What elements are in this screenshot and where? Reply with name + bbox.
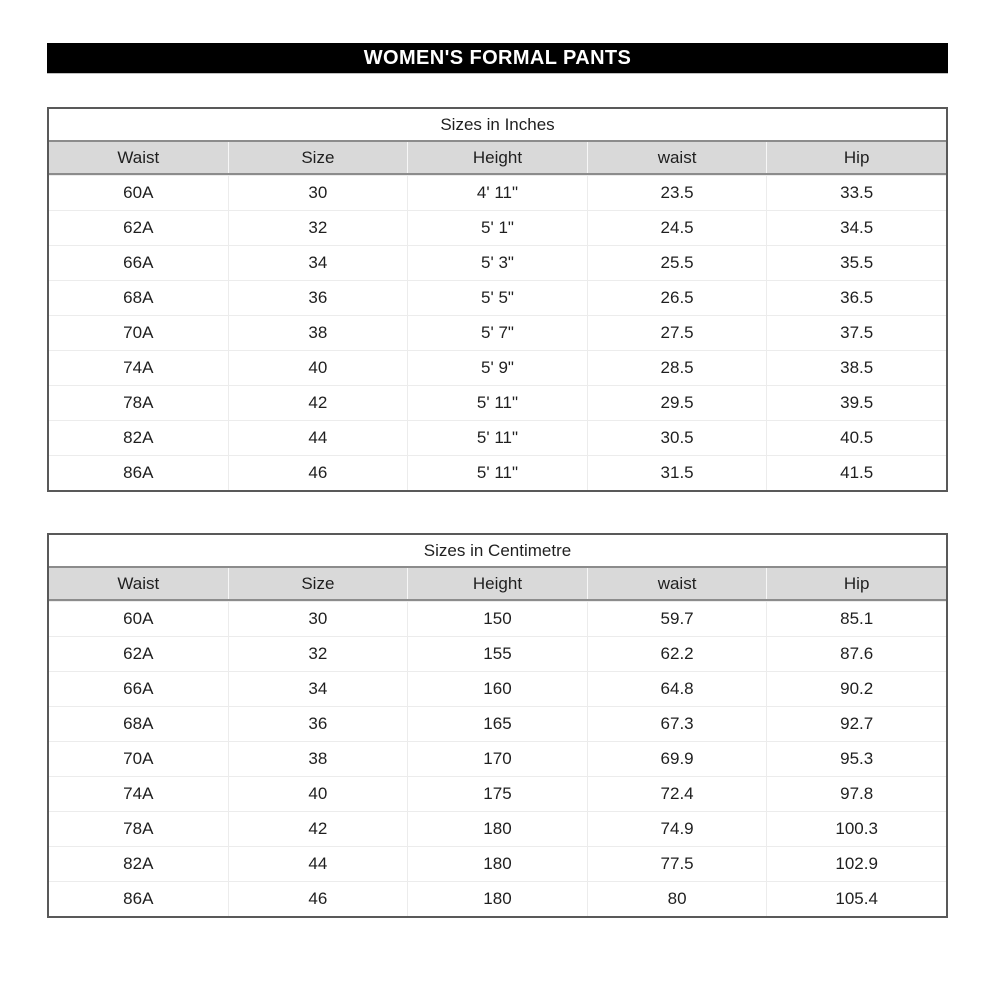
cell: 66A (123, 253, 154, 272)
table-row (49, 881, 946, 916)
cell: 105.4 (766, 882, 946, 916)
cell: 97.8 (766, 777, 946, 811)
table-sizes-in-inches (47, 107, 948, 492)
table-row (49, 315, 946, 350)
cell: 34 (228, 672, 408, 706)
cell: 64.8 (587, 672, 767, 706)
cell: 60A (123, 609, 154, 628)
cell: 27.5 (587, 316, 767, 350)
cell: 78A (123, 819, 154, 838)
column-header: Waist (117, 573, 160, 593)
cell: 32 (228, 211, 408, 245)
table-row (49, 420, 946, 455)
cell: 60A (123, 183, 154, 202)
cell: 74A (123, 784, 154, 803)
cell: 46 (228, 882, 408, 916)
cell: 30 (228, 176, 408, 210)
column-header: waist (587, 142, 767, 173)
cell: 5' 1" (407, 211, 587, 245)
table-row (49, 811, 946, 846)
table-row (49, 846, 946, 881)
column-header: Waist (117, 147, 160, 167)
cell: 175 (407, 777, 587, 811)
table-caption: Sizes in Centimetre (49, 535, 946, 568)
cell: 40 (228, 777, 408, 811)
column-header: Size (228, 568, 408, 599)
table-row (49, 175, 946, 210)
cell: 74.9 (587, 812, 767, 846)
table-caption: Sizes in Inches (49, 109, 946, 142)
cell: 25.5 (587, 246, 767, 280)
cell: 155 (407, 637, 587, 671)
table-row (49, 671, 946, 706)
cell: 5' 9" (407, 351, 587, 385)
cell: 68A (123, 288, 154, 307)
cell: 46 (228, 456, 408, 490)
cell: 70A (123, 323, 154, 342)
table-row (49, 636, 946, 671)
cell: 23.5 (587, 176, 767, 210)
cell: 38.5 (766, 351, 946, 385)
cell: 92.7 (766, 707, 946, 741)
cell: 68A (123, 714, 154, 733)
cell: 90.2 (766, 672, 946, 706)
column-header: Hip (766, 142, 946, 173)
cell: 4' 11" (407, 176, 587, 210)
cell: 36.5 (766, 281, 946, 315)
table-row (49, 245, 946, 280)
cell: 150 (407, 602, 587, 636)
table-row (49, 706, 946, 741)
cell: 24.5 (587, 211, 767, 245)
cell: 5' 5" (407, 281, 587, 315)
cell: 86A (123, 463, 154, 482)
cell: 42 (228, 386, 408, 420)
table-row (49, 385, 946, 420)
cell: 5' 3" (407, 246, 587, 280)
cell: 30.5 (587, 421, 767, 455)
cell: 72.4 (587, 777, 767, 811)
header-row (49, 142, 946, 175)
cell: 34.5 (766, 211, 946, 245)
cell: 70A (123, 749, 154, 768)
cell: 62.2 (587, 637, 767, 671)
column-header: waist (587, 568, 767, 599)
cell: 5' 11" (407, 421, 587, 455)
cell: 69.9 (587, 742, 767, 776)
cell: 100.3 (766, 812, 946, 846)
column-header: Hip (766, 568, 946, 599)
cell: 78A (123, 393, 154, 412)
cell: 82A (123, 428, 154, 447)
cell: 41.5 (766, 456, 946, 490)
cell: 40 (228, 351, 408, 385)
cell: 102.9 (766, 847, 946, 881)
cell: 36 (228, 281, 408, 315)
cell: 38 (228, 742, 408, 776)
cell: 77.5 (587, 847, 767, 881)
cell: 44 (228, 847, 408, 881)
cell: 30 (228, 602, 408, 636)
table-row (49, 280, 946, 315)
cell: 5' 11" (407, 456, 587, 490)
cell: 38 (228, 316, 408, 350)
cell: 165 (407, 707, 587, 741)
cell: 74A (123, 358, 154, 377)
cell: 34 (228, 246, 408, 280)
cell: 29.5 (587, 386, 767, 420)
cell: 39.5 (766, 386, 946, 420)
cell: 42 (228, 812, 408, 846)
table-row (49, 776, 946, 811)
cell: 67.3 (587, 707, 767, 741)
cell: 5' 11" (407, 386, 587, 420)
column-header: Height (407, 142, 587, 173)
cell: 95.3 (766, 742, 946, 776)
cell: 80 (587, 882, 767, 916)
cell: 87.6 (766, 637, 946, 671)
cell: 66A (123, 679, 154, 698)
header-row (49, 568, 946, 601)
cell: 59.7 (587, 602, 767, 636)
table-row (49, 741, 946, 776)
table-row (49, 601, 946, 636)
cell: 62A (123, 218, 154, 237)
cell: 33.5 (766, 176, 946, 210)
cell: 180 (407, 847, 587, 881)
cell: 28.5 (587, 351, 767, 385)
cell: 86A (123, 889, 154, 908)
cell: 36 (228, 707, 408, 741)
cell: 180 (407, 882, 587, 916)
cell: 37.5 (766, 316, 946, 350)
cell: 5' 7" (407, 316, 587, 350)
page-title: WOMEN'S FORMAL PANTS (47, 43, 948, 73)
cell: 35.5 (766, 246, 946, 280)
cell: 180 (407, 812, 587, 846)
cell: 26.5 (587, 281, 767, 315)
cell: 31.5 (587, 456, 767, 490)
cell: 40.5 (766, 421, 946, 455)
cell: 62A (123, 644, 154, 663)
column-header: Height (407, 568, 587, 599)
cell: 82A (123, 854, 154, 873)
column-header: Size (228, 142, 408, 173)
cell: 170 (407, 742, 587, 776)
table-row (49, 210, 946, 245)
cell: 160 (407, 672, 587, 706)
table-sizes-in-centimetre (47, 533, 948, 918)
cell: 44 (228, 421, 408, 455)
table-row (49, 455, 946, 490)
table-row (49, 350, 946, 385)
cell: 85.1 (766, 602, 946, 636)
cell: 32 (228, 637, 408, 671)
